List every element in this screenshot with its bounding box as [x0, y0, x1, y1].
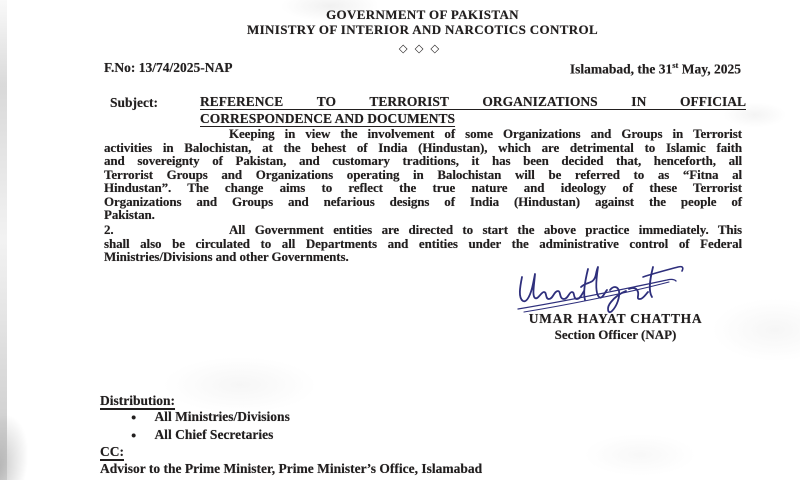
- paragraph-number: 2.: [104, 222, 114, 237]
- date-line: [570, 60, 741, 78]
- paragraph-line: Pakistan.: [104, 207, 155, 222]
- date-text-suffix: May, 2025: [678, 61, 741, 77]
- body-paragraph-2: [104, 223, 742, 264]
- date-ordinal: st: [672, 60, 679, 70]
- distribution-heading: Distribution:: [100, 393, 176, 408]
- scan-corner-smudge: [0, 410, 41, 480]
- cc-heading: CC:: [100, 444, 124, 459]
- signatory-title: Section Officer (NAP): [554, 327, 677, 342]
- reference-row: [104, 60, 741, 78]
- body-paragraph-1: [104, 127, 742, 222]
- subject-label: Subject:: [110, 95, 158, 110]
- paragraph-line: activities in Balochistan, at the behest of India (Hindustan), which are detrimental to Islamic faith: [104, 139, 742, 155]
- cc-recipient: Advisor to the Prime Minister, Prime Minister’s Office, Islamabad: [100, 461, 483, 476]
- bullet-icon: ●: [131, 430, 137, 440]
- subject-line-1: REFERENCE TO TERRORIST ORGANIZATIONS IN OFFICIAL: [200, 94, 746, 109]
- paragraph-line: All Government entities are directed to start the above practice immediately. This: [229, 222, 742, 237]
- distribution-item-label: All Chief Secretaries: [154, 427, 274, 442]
- signatory-name: UMAR HAYAT CHATTHA: [528, 311, 703, 326]
- distribution-list: [131, 410, 451, 446]
- diamond-ornament-icon: ◇◇◇: [398, 43, 447, 55]
- file-number: F.No: 13/74/2025-NAP: [104, 60, 233, 75]
- letterhead: [104, 7, 741, 37]
- paragraph-line: Keeping in view the involvement of some Organizations and Groups in Terrorist: [229, 126, 742, 141]
- scan-edge-shadow: [0, 0, 7, 480]
- paragraph-line: Hindustan”. The change aims to reflect the true nature and ideology of these Terrorist: [104, 180, 742, 195]
- subject-text: [200, 94, 746, 127]
- bullet-icon: ●: [131, 412, 137, 422]
- paragraph-line: Ministries/Divisions and other Governments.: [104, 249, 349, 264]
- date-text: Islamabad, the 31: [569, 61, 673, 77]
- paragraph-line: Organizations and Groups and nefarious designs of India (Hindustan) against the people of: [104, 193, 742, 209]
- list-item: [131, 428, 451, 444]
- signature-ink: [515, 262, 697, 314]
- paragraph-line: shall also be circulated to all Departments and entities under the administrative control of Federal: [104, 235, 742, 251]
- government-title: GOVERNMENT OF PAKISTAN: [326, 7, 519, 22]
- list-item: [131, 410, 451, 426]
- ministry-title: MINISTRY OF INTERIOR AND NARCOTICS CONTROL: [247, 22, 598, 37]
- subject-line-2: CORRESPONDENCE AND DOCUMENTS: [200, 110, 456, 126]
- distribution-item-label: All Ministries/Divisions: [154, 409, 290, 424]
- paragraph-line: Terrorist Groups and Organizations operating in Balochistan will be referred to as “Fitna al: [104, 166, 742, 182]
- paragraph-line: and sovereignty of Pakistan, and customary traditions, it has been decided that, henceforth, all: [104, 153, 742, 168]
